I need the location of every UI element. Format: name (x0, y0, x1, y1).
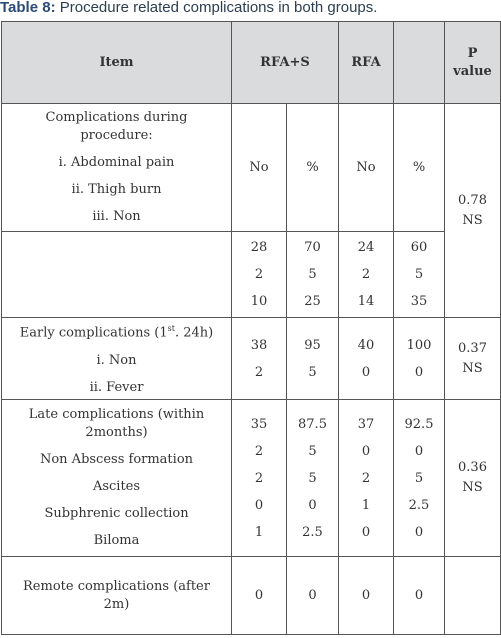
rfa-no-values: 40 0 (339, 318, 394, 400)
rfa-pct-values: 100 0 (394, 318, 445, 400)
rfa-s-pct-value: 0 (287, 557, 339, 635)
p-value-cell: 0.36 NS (445, 400, 501, 557)
rfa-no-header: No (339, 104, 394, 232)
table-row (2, 557, 501, 635)
rfa-s-no-values: 28 2 10 (232, 232, 287, 318)
complications-table (1, 21, 501, 635)
rfa-s-pct-values: 70 5 25 (287, 232, 339, 318)
rfa-s-no-values: 35 2 2 0 1 (232, 400, 287, 557)
item-cell: Remote complications (after 2m) (2, 557, 232, 635)
item-cell: Complications during procedure: i. Abdominal pain ii. Thigh burn iii. Non (2, 104, 232, 232)
item-cell-empty (2, 232, 232, 318)
p-value-cell: 0.78 NS (445, 104, 501, 318)
rfa-s-pct-values: 87.5 5 5 0 2.5 (287, 400, 339, 557)
p-value-cell: 0.37 NS (445, 318, 501, 400)
rfa-pct-values: 60 5 35 (394, 232, 445, 318)
table-row (2, 232, 501, 318)
table-row (2, 318, 501, 400)
rfa-pct-values: 92.5 0 5 2.5 0 (394, 400, 445, 557)
rfa-no-value: 0 (339, 557, 394, 635)
p-value-cell-empty (445, 557, 501, 635)
header-rfa-blank (394, 22, 445, 104)
rfa-pct-value: 0 (394, 557, 445, 635)
table-label: Table 8: (0, 0, 56, 16)
table-caption (0, 0, 501, 18)
rfa-no-values: 37 0 2 1 0 (339, 400, 394, 557)
rfa-pct-header: % (394, 104, 445, 232)
table-caption-text: Procedure related complications in both groups. (55, 0, 378, 16)
item-cell: Early complications (1st. 24h) i. Non ii. Fever (2, 318, 232, 400)
table-row (2, 400, 501, 557)
table-header-row (2, 22, 501, 104)
item-cell: Late complications (within 2months) Non Abscess formation Ascites Subphrenic collection Biloma (2, 400, 232, 557)
rfa-s-no-header: No (232, 104, 287, 232)
rfa-s-no-value: 0 (232, 557, 287, 635)
rfa-s-pct-values: 95 5 (287, 318, 339, 400)
rfa-no-values: 24 2 14 (339, 232, 394, 318)
header-item: Item (2, 22, 232, 104)
rfa-s-pct-header: % (287, 104, 339, 232)
header-p-value: P value (445, 22, 501, 104)
table-row (2, 104, 501, 232)
rfa-s-no-values: 38 2 (232, 318, 287, 400)
header-rfa-s: RFA+S (232, 22, 339, 104)
header-rfa: RFA (339, 22, 394, 104)
